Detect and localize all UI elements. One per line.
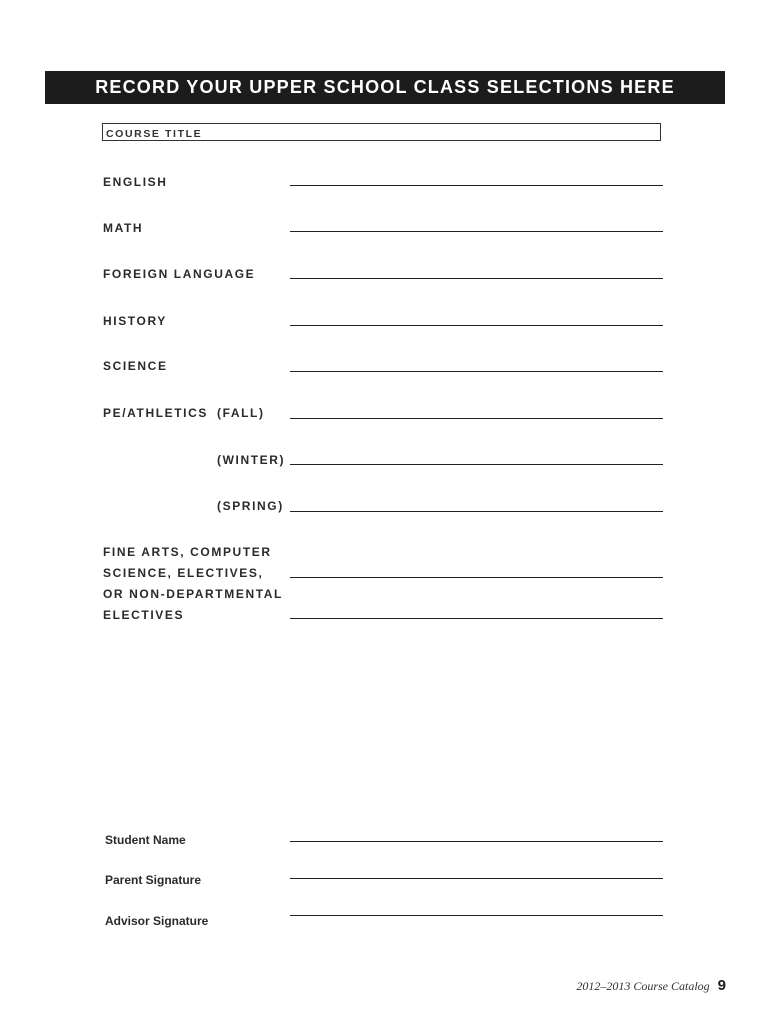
parent-signature-line[interactable]	[290, 878, 663, 879]
pe-winter-line[interactable]	[290, 464, 663, 465]
page-number: 9	[717, 977, 726, 994]
science-label: SCIENCE	[103, 359, 168, 373]
electives-label-line2: SCIENCE, ELECTIVES,	[103, 566, 264, 580]
pe-fall-line[interactable]	[290, 418, 663, 419]
science-line[interactable]	[290, 371, 663, 372]
foreign-language-line[interactable]	[290, 278, 663, 279]
history-line[interactable]	[290, 325, 663, 326]
history-label: HISTORY	[103, 314, 167, 328]
math-line[interactable]	[290, 231, 663, 232]
foreign-language-label: FOREIGN LANGUAGE	[103, 267, 256, 281]
pe-athletics-label: PE/ATHLETICS	[103, 406, 208, 420]
english-label: ENGLISH	[103, 175, 168, 189]
catalog-title: 2012–2013 Course Catalog	[576, 979, 710, 993]
winter-label: (WINTER)	[217, 453, 286, 467]
student-name-line[interactable]	[290, 841, 663, 842]
student-name-label: Student Name	[105, 833, 186, 847]
electives-line-1[interactable]	[290, 577, 663, 578]
electives-label-line1: FINE ARTS, COMPUTER	[103, 545, 272, 559]
pe-spring-line[interactable]	[290, 511, 663, 512]
fall-label: (FALL)	[217, 406, 265, 420]
course-title-header: COURSE TITLE	[102, 123, 661, 141]
page-footer	[576, 977, 726, 994]
spring-label: (SPRING)	[217, 499, 284, 513]
advisor-signature-line[interactable]	[290, 915, 663, 916]
electives-label-line3: OR NON-DEPARTMENTAL	[103, 587, 283, 601]
page-title: RECORD YOUR UPPER SCHOOL CLASS SELECTIONS HERE	[45, 71, 725, 104]
parent-signature-label: Parent Signature	[105, 873, 202, 887]
advisor-signature-label: Advisor Signature	[105, 914, 209, 928]
math-label: MATH	[103, 221, 144, 235]
electives-line-2[interactable]	[290, 618, 663, 619]
english-line[interactable]	[290, 185, 663, 186]
electives-label-line4: ELECTIVES	[103, 608, 185, 622]
